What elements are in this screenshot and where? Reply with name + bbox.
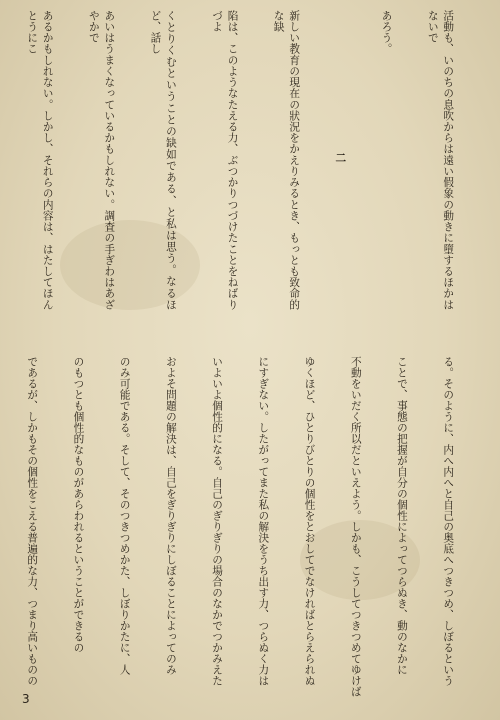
page-number: 3 [22,692,30,706]
lower-text-block [16,356,486,706]
text-line: のみ可能である。そして、そのつきつめかた、しぼりかたに、人 [118,356,131,675]
text-line: いよいよ個性的になる。自己のぎりぎりの場合のなかでつかみえた [211,356,224,686]
text-line: ことで、事態の把握が自分の個性によってつらぬき、動のなかに [395,356,408,675]
text-line: 新しい教育の現在の狀況をかえりみるとき、もっとも致命的な缺 [272,10,301,310]
text-line: 活動も、いのちの息吹からは遠い假象の動きに墮するほかはないで [426,10,455,310]
upper-text-block [16,10,486,310]
text-line: ゆくほど、ひとりびとりの個性をとおしてでなければとらえられぬ [303,356,316,686]
text-line: 陷は、このようなたえる力、ぶつかりつづけたことをねばりづよ [211,10,239,310]
text-line: あろう。 [380,10,393,54]
text-line: くとりくむということの缺如である、と私は思う。なるほど、話し [149,10,177,310]
text-line: およそ問題の解決は、自己をぎりぎりにしぼることによってのみ [164,356,177,675]
text-line: あいはうまくなっているかもしれない。調査の手ぎわはあざやかで [87,10,116,310]
text-line: であるが、しかもその個性をこえる普遍的な力、つまり高いものの [26,356,39,686]
section-number: 二 [334,151,347,169]
text-line: る。そのように、内へ内へと自己の奥底へつきつめ、しぼるという [442,356,455,686]
text-line: 不動をいだく所以だといえよう。しかも、こうしてつきつめてゆけば [349,356,362,697]
text-line: にすぎない。したがってまた私の解決をうち出す力、つらぬく力は [257,356,270,686]
text-line: あるかもしれない。しかし、それらの内容は、はたしてほんとうにこ [26,10,54,310]
text-line: のもつとも個性的なものがあらわれるということができるの [72,356,85,653]
